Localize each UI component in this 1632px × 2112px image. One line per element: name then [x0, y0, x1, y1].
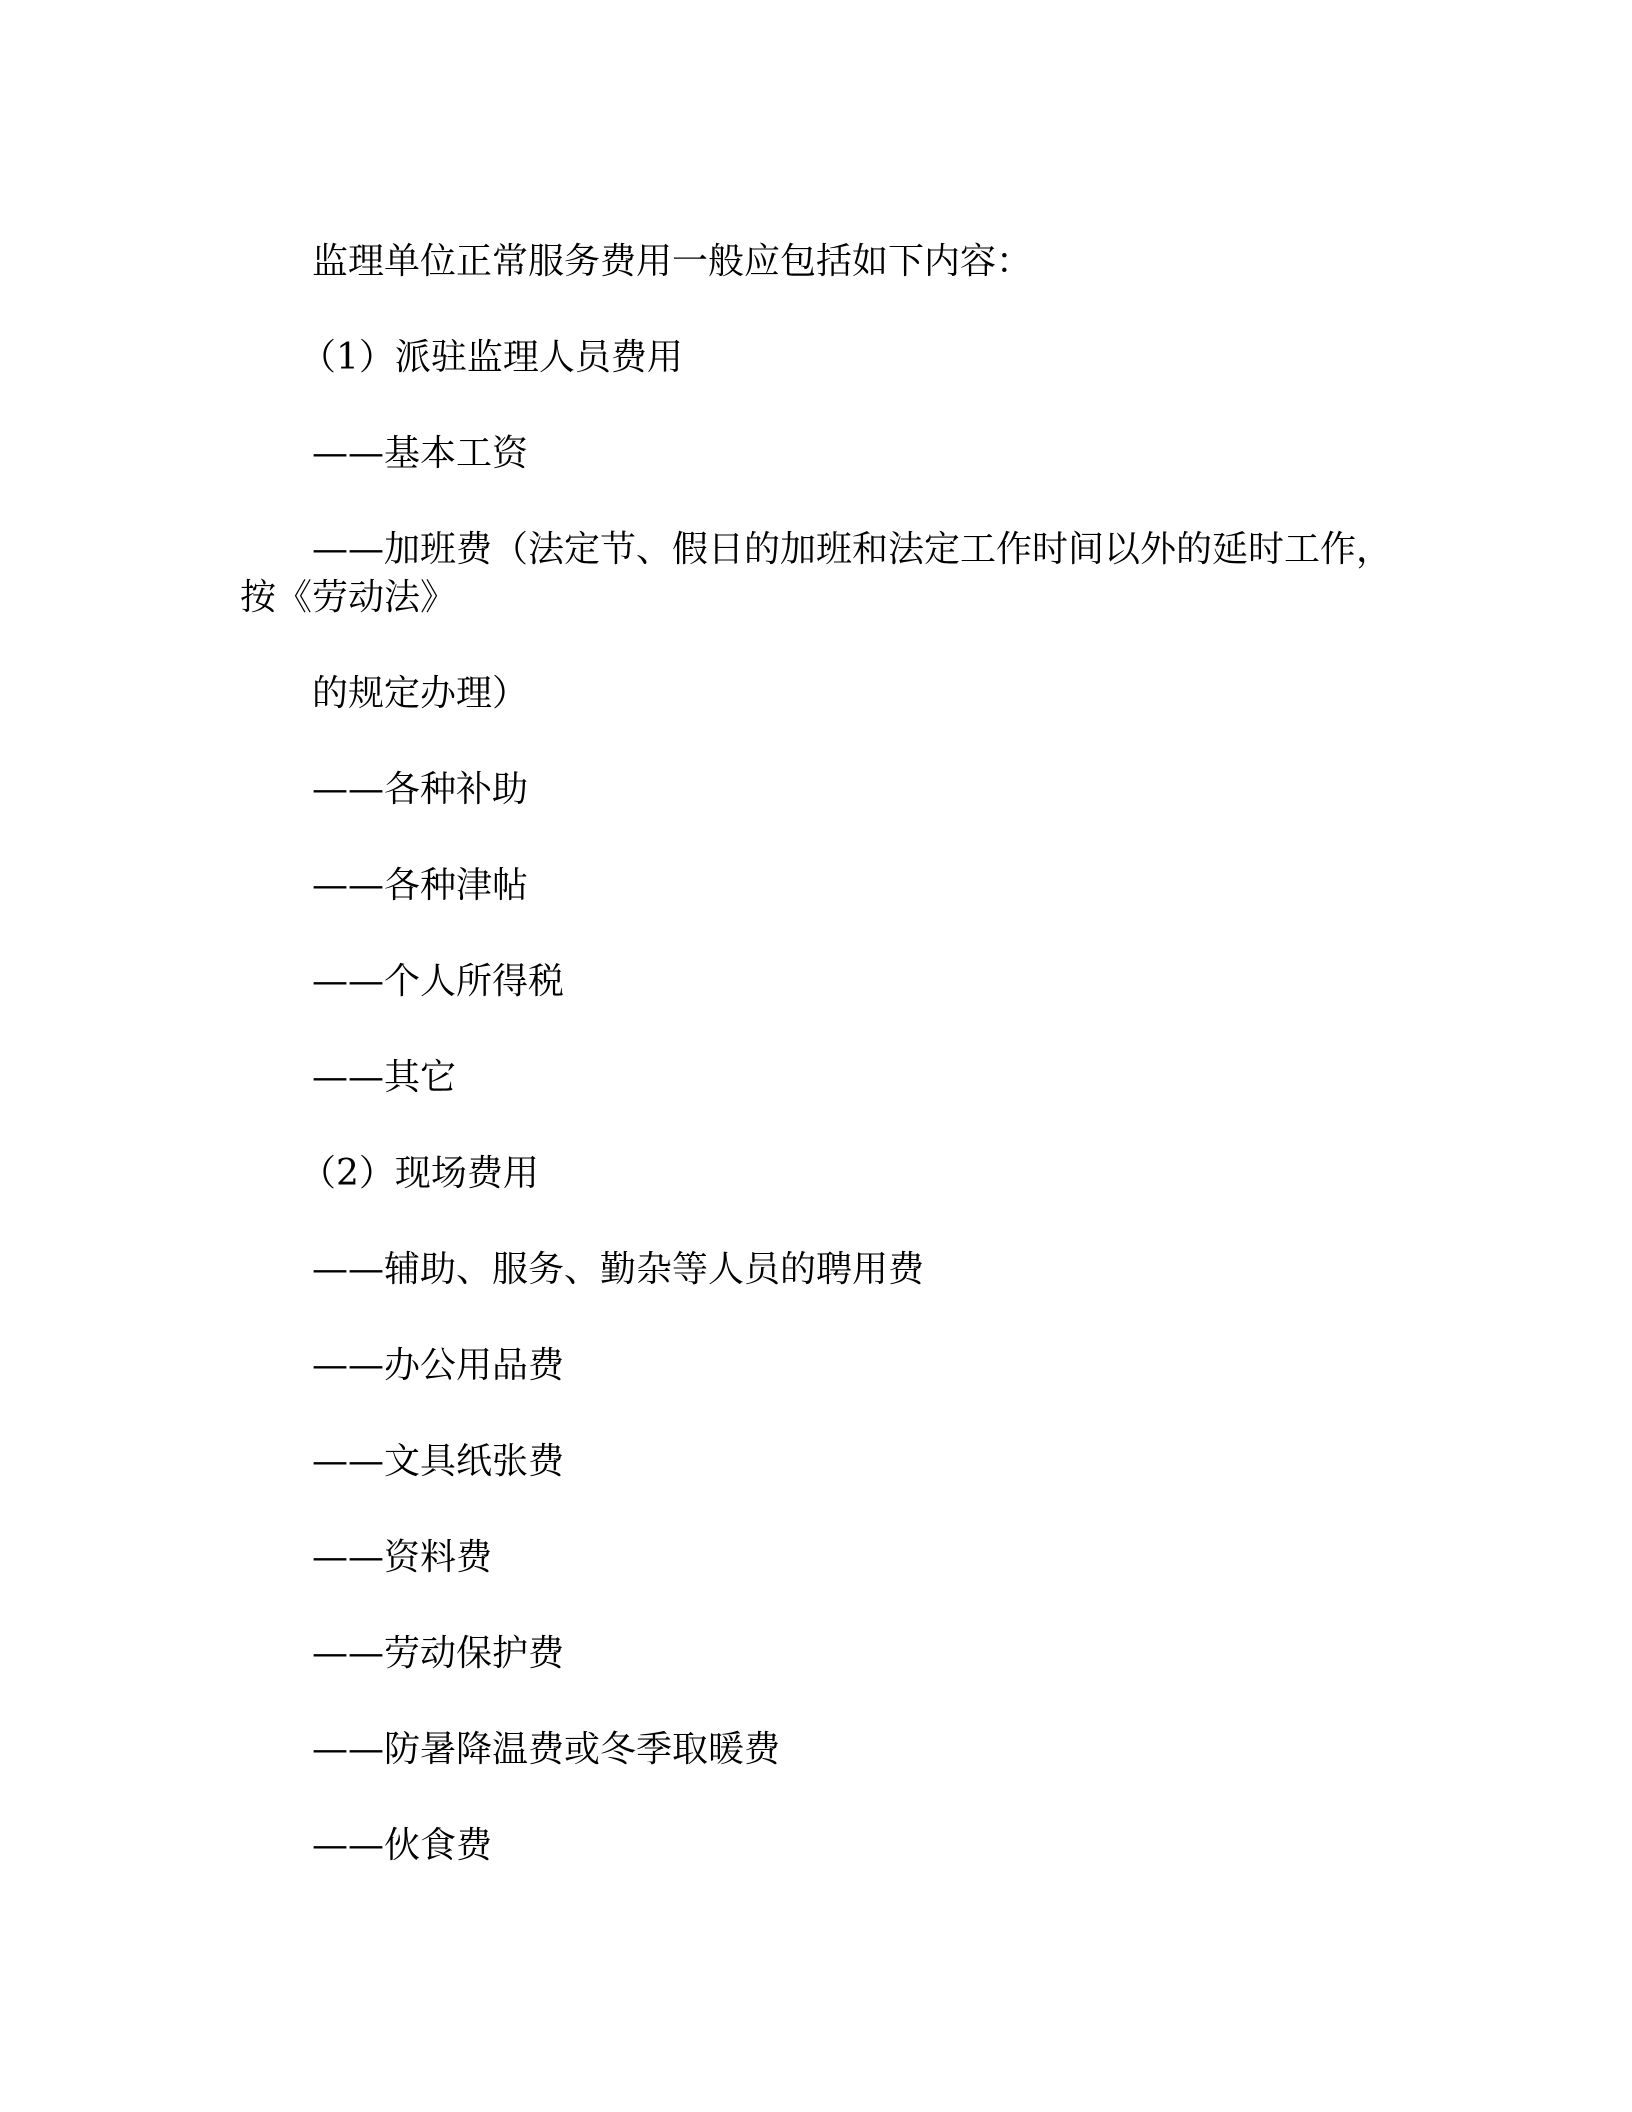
list-item-continuation: 按《劳动法》: [240, 577, 457, 618]
list-item: ——个人所得税: [312, 961, 565, 1002]
list-item: ——伙食费: [312, 1825, 493, 1866]
list-item: ——其它: [312, 1057, 457, 1098]
list-item: ——辅助、服务、勤杂等人员的聘用费: [312, 1249, 925, 1290]
list-item: ——各种津帖: [312, 865, 529, 906]
list-item: ——各种补助: [312, 769, 529, 810]
list-item-continuation: 的规定办理）: [312, 673, 529, 714]
intro-paragraph: 监理单位正常服务费用一般应包括如下内容：: [312, 241, 1033, 282]
list-item: ——防暑降温费或冬季取暖费: [312, 1729, 781, 1770]
list-item: ——办公用品费: [312, 1345, 565, 1386]
list-item: ——文具纸张费: [312, 1441, 565, 1482]
section-heading-2: （2）现场费用: [300, 1153, 539, 1194]
list-item: ——加班费（法定节、假日的加班和法定工作时间以外的延时工作，: [312, 529, 1393, 570]
section-heading-1: （1）派驻监理人员费用: [300, 337, 683, 378]
list-item: ——资料费: [312, 1537, 493, 1578]
list-item: ——基本工资: [312, 433, 529, 474]
list-item: ——劳动保护费: [312, 1633, 565, 1674]
